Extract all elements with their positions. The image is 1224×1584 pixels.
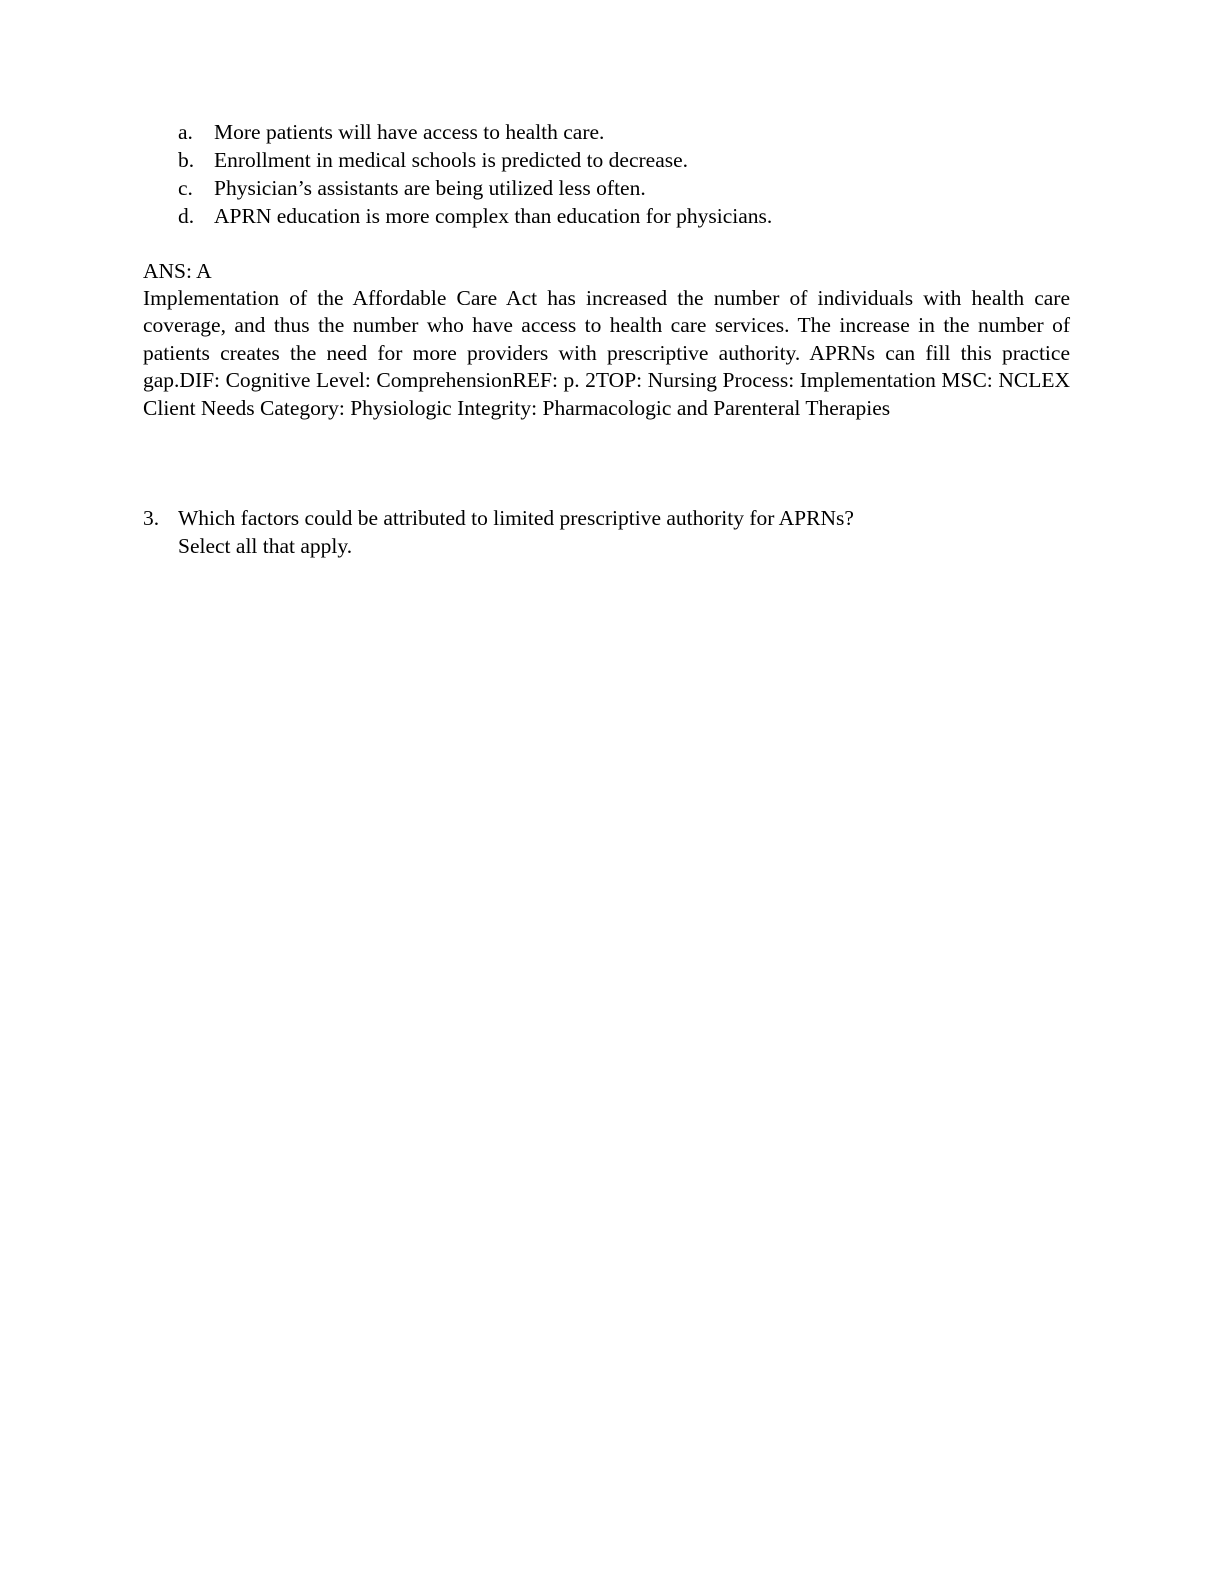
- question-text: Which factors could be attributed to limited prescriptive authority for APRNs?: [178, 506, 854, 530]
- option-a: [0, 118, 1224, 146]
- option-text: Physician’s assistants are being utilized less often.: [214, 176, 646, 200]
- question-stem: [178, 504, 1070, 560]
- option-c: [0, 174, 1224, 202]
- answer-rationale: Implementation of the Affordable Care Act has increased the number of individuals with health care coverage, and thus the number who have access to health care services. The increase in the number of patients creates the need for more providers with prescriptive authority. APRNs can fill this practice gap.DIF: Cognitive Level: ComprehensionREF: p. 2TOP: Nursing Process: Implementation MSC: NCLEX Client Needs Category: Physiologic Integrity: Pharmacologic and Parenteral Therapies: [143, 286, 1070, 420]
- answer-block: [143, 257, 1070, 422]
- answer-label: ANS: A: [143, 259, 212, 283]
- option-b: [0, 146, 1224, 174]
- question-instruction: Select all that apply.: [178, 534, 353, 558]
- option-letter: d.: [178, 204, 195, 228]
- option-letter: c.: [178, 176, 193, 200]
- option-d: [0, 202, 1224, 230]
- answer-options-list: [0, 118, 1224, 230]
- option-text: APRN education is more complex than education for physicians.: [214, 204, 773, 228]
- question-number: 3.: [143, 506, 160, 530]
- option-text: Enrollment in medical schools is predicted to decrease.: [214, 148, 689, 172]
- option-letter: b.: [178, 148, 195, 172]
- option-text: More patients will have access to health care.: [214, 120, 605, 144]
- option-letter: a.: [178, 120, 193, 144]
